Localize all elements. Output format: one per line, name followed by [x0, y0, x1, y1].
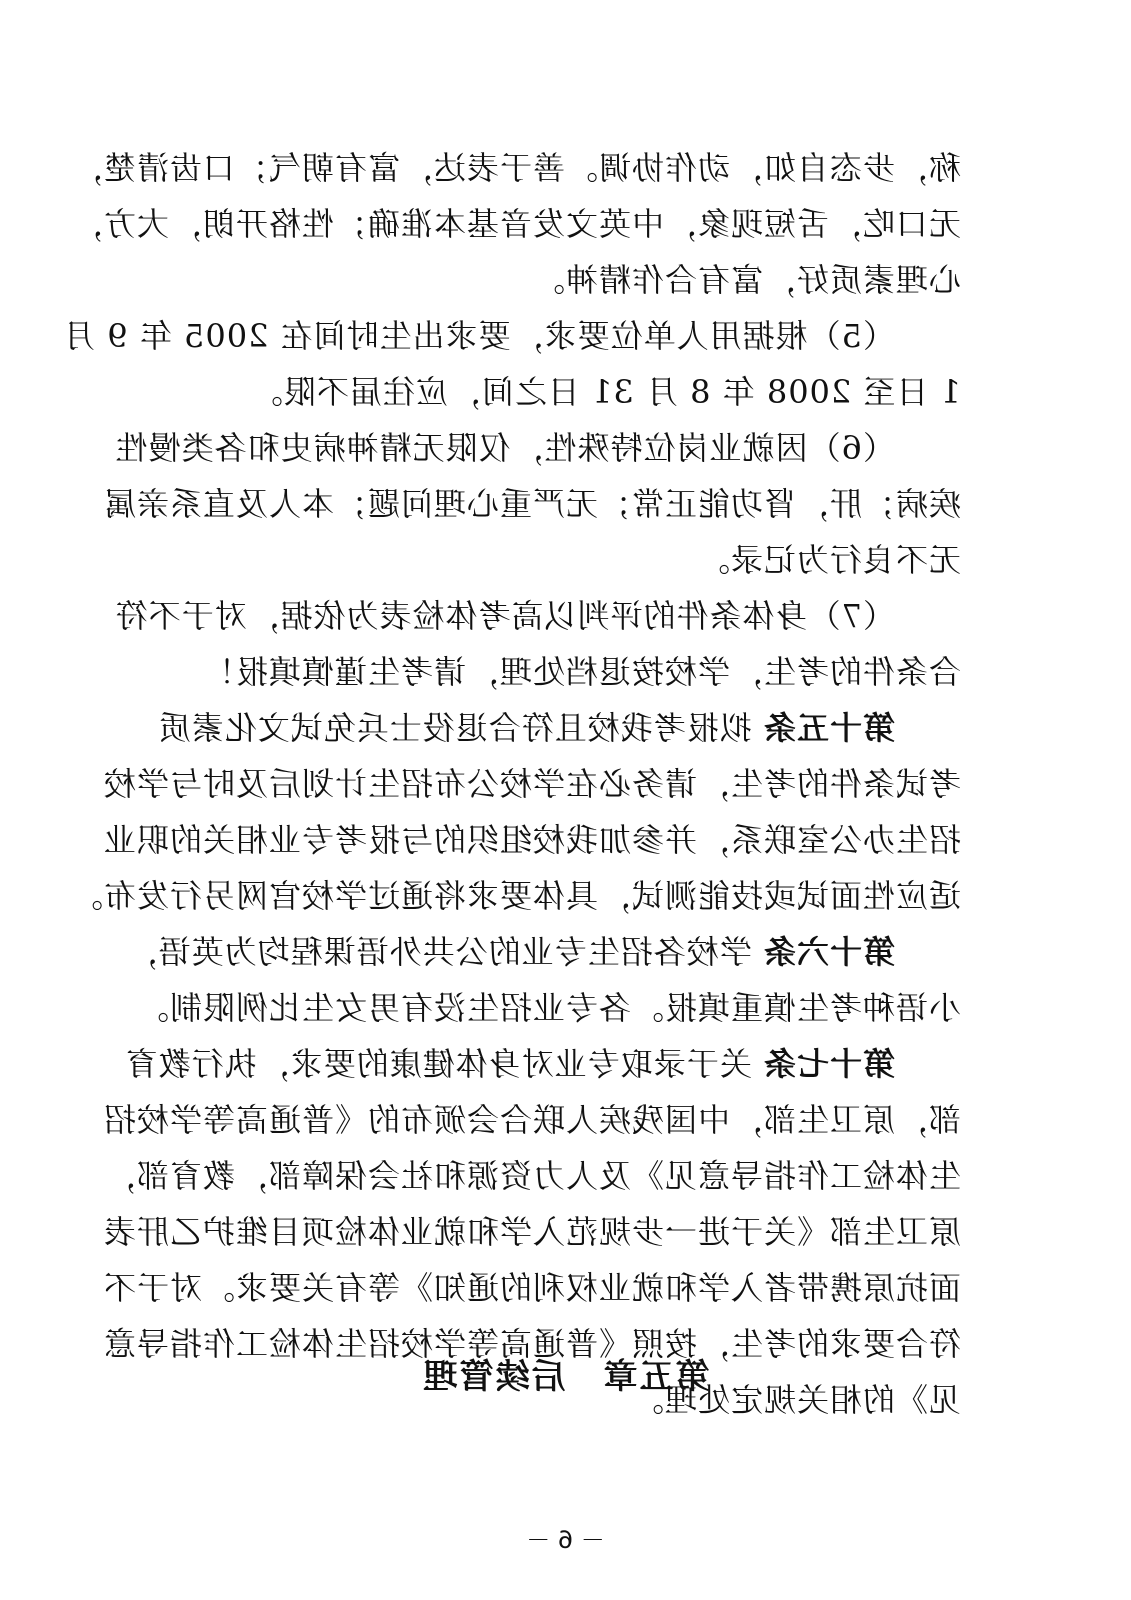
- body-line: 符合要求的考生，按照《普通高等学校招生体检工作指导意: [102, 1325, 961, 1363]
- article-16-first-line: [124, 924, 961, 980]
- article-16-text: 学校各招生专业的公共外语课程均为英语，: [124, 933, 752, 971]
- body-line: 1 日至 2008 年 8 月 31 日之间，应往届不限。: [249, 373, 961, 411]
- chapter-title: 第五章 后续管理: [421, 1357, 710, 1397]
- body-line: 疾病；肝，肾功能正常；无严重心理问题；本人及直系亲属: [102, 485, 961, 523]
- page-number: － 6 －: [526, 1526, 605, 1554]
- body-line: 小语种考生慎重填报。各专业招生没有男女生比例限制。: [135, 989, 961, 1027]
- article-15-text: 拟报考我校且符合退役士兵免试文化素质: [157, 709, 752, 747]
- body-line: 见》的相关规定处理。: [630, 1381, 961, 1419]
- body-line: 称，步态自如，动作协调。善于表达，富有朝气；口齿清楚，: [69, 149, 961, 187]
- body-line: 考试条件的考生，请务必在学校公布招生计划后及时与学校: [102, 765, 961, 803]
- article-16-title: 第十六条: [762, 933, 895, 971]
- document-body: [62, 140, 961, 1428]
- body-line: 适应性面试或技能测试，具体要求将通过学校官网另行发布。: [69, 877, 961, 915]
- body-line: 面抗原携带者入学和就业权利的通知》等有关要求。对于不: [102, 1269, 961, 1307]
- body-line: 无不良行为记录。: [696, 541, 961, 579]
- body-line: 招生办公室联系，并参加我校组织的与报考专业相关的职业: [102, 821, 961, 859]
- article-17-text: 关于录取专业对身体健康的要求，执行教育: [124, 1045, 752, 1083]
- article-15-first-line: [157, 700, 961, 756]
- body-line: 无口吃，舌短现象，中英文发音基本准确；性格开朗，大方，: [69, 205, 961, 243]
- clause-5-line: （5）根据用人单位要求，要求出生时间在 2005 年 9 月: [62, 317, 895, 355]
- body-line: 部，原卫生部，中国残疾人联合会颁布的《普通高等学校招: [102, 1101, 961, 1139]
- body-line: 心理素质好，富有合作精神。: [531, 261, 961, 299]
- body-line: 原卫生部《关于进一步规范入学和就业体检项目维护乙肝表: [102, 1213, 961, 1251]
- body-line: 合条件的考生，学校按退档处理，请考生谨慎填报！: [201, 653, 961, 691]
- article-17-first-line: [124, 1036, 961, 1092]
- clause-6-line: （6）因就业岗位特殊性，仅限无精神病史和各类慢性: [114, 429, 895, 467]
- body-line: 生体检工作指导意见》及人力资源和社会保障部，教育部，: [102, 1157, 961, 1195]
- article-15-title: 第十五条: [762, 709, 895, 747]
- article-17-title: 第十七条: [762, 1045, 895, 1083]
- clause-7-line: （7）身体条件的评判以高考体检表为依据，对于不符: [114, 597, 895, 635]
